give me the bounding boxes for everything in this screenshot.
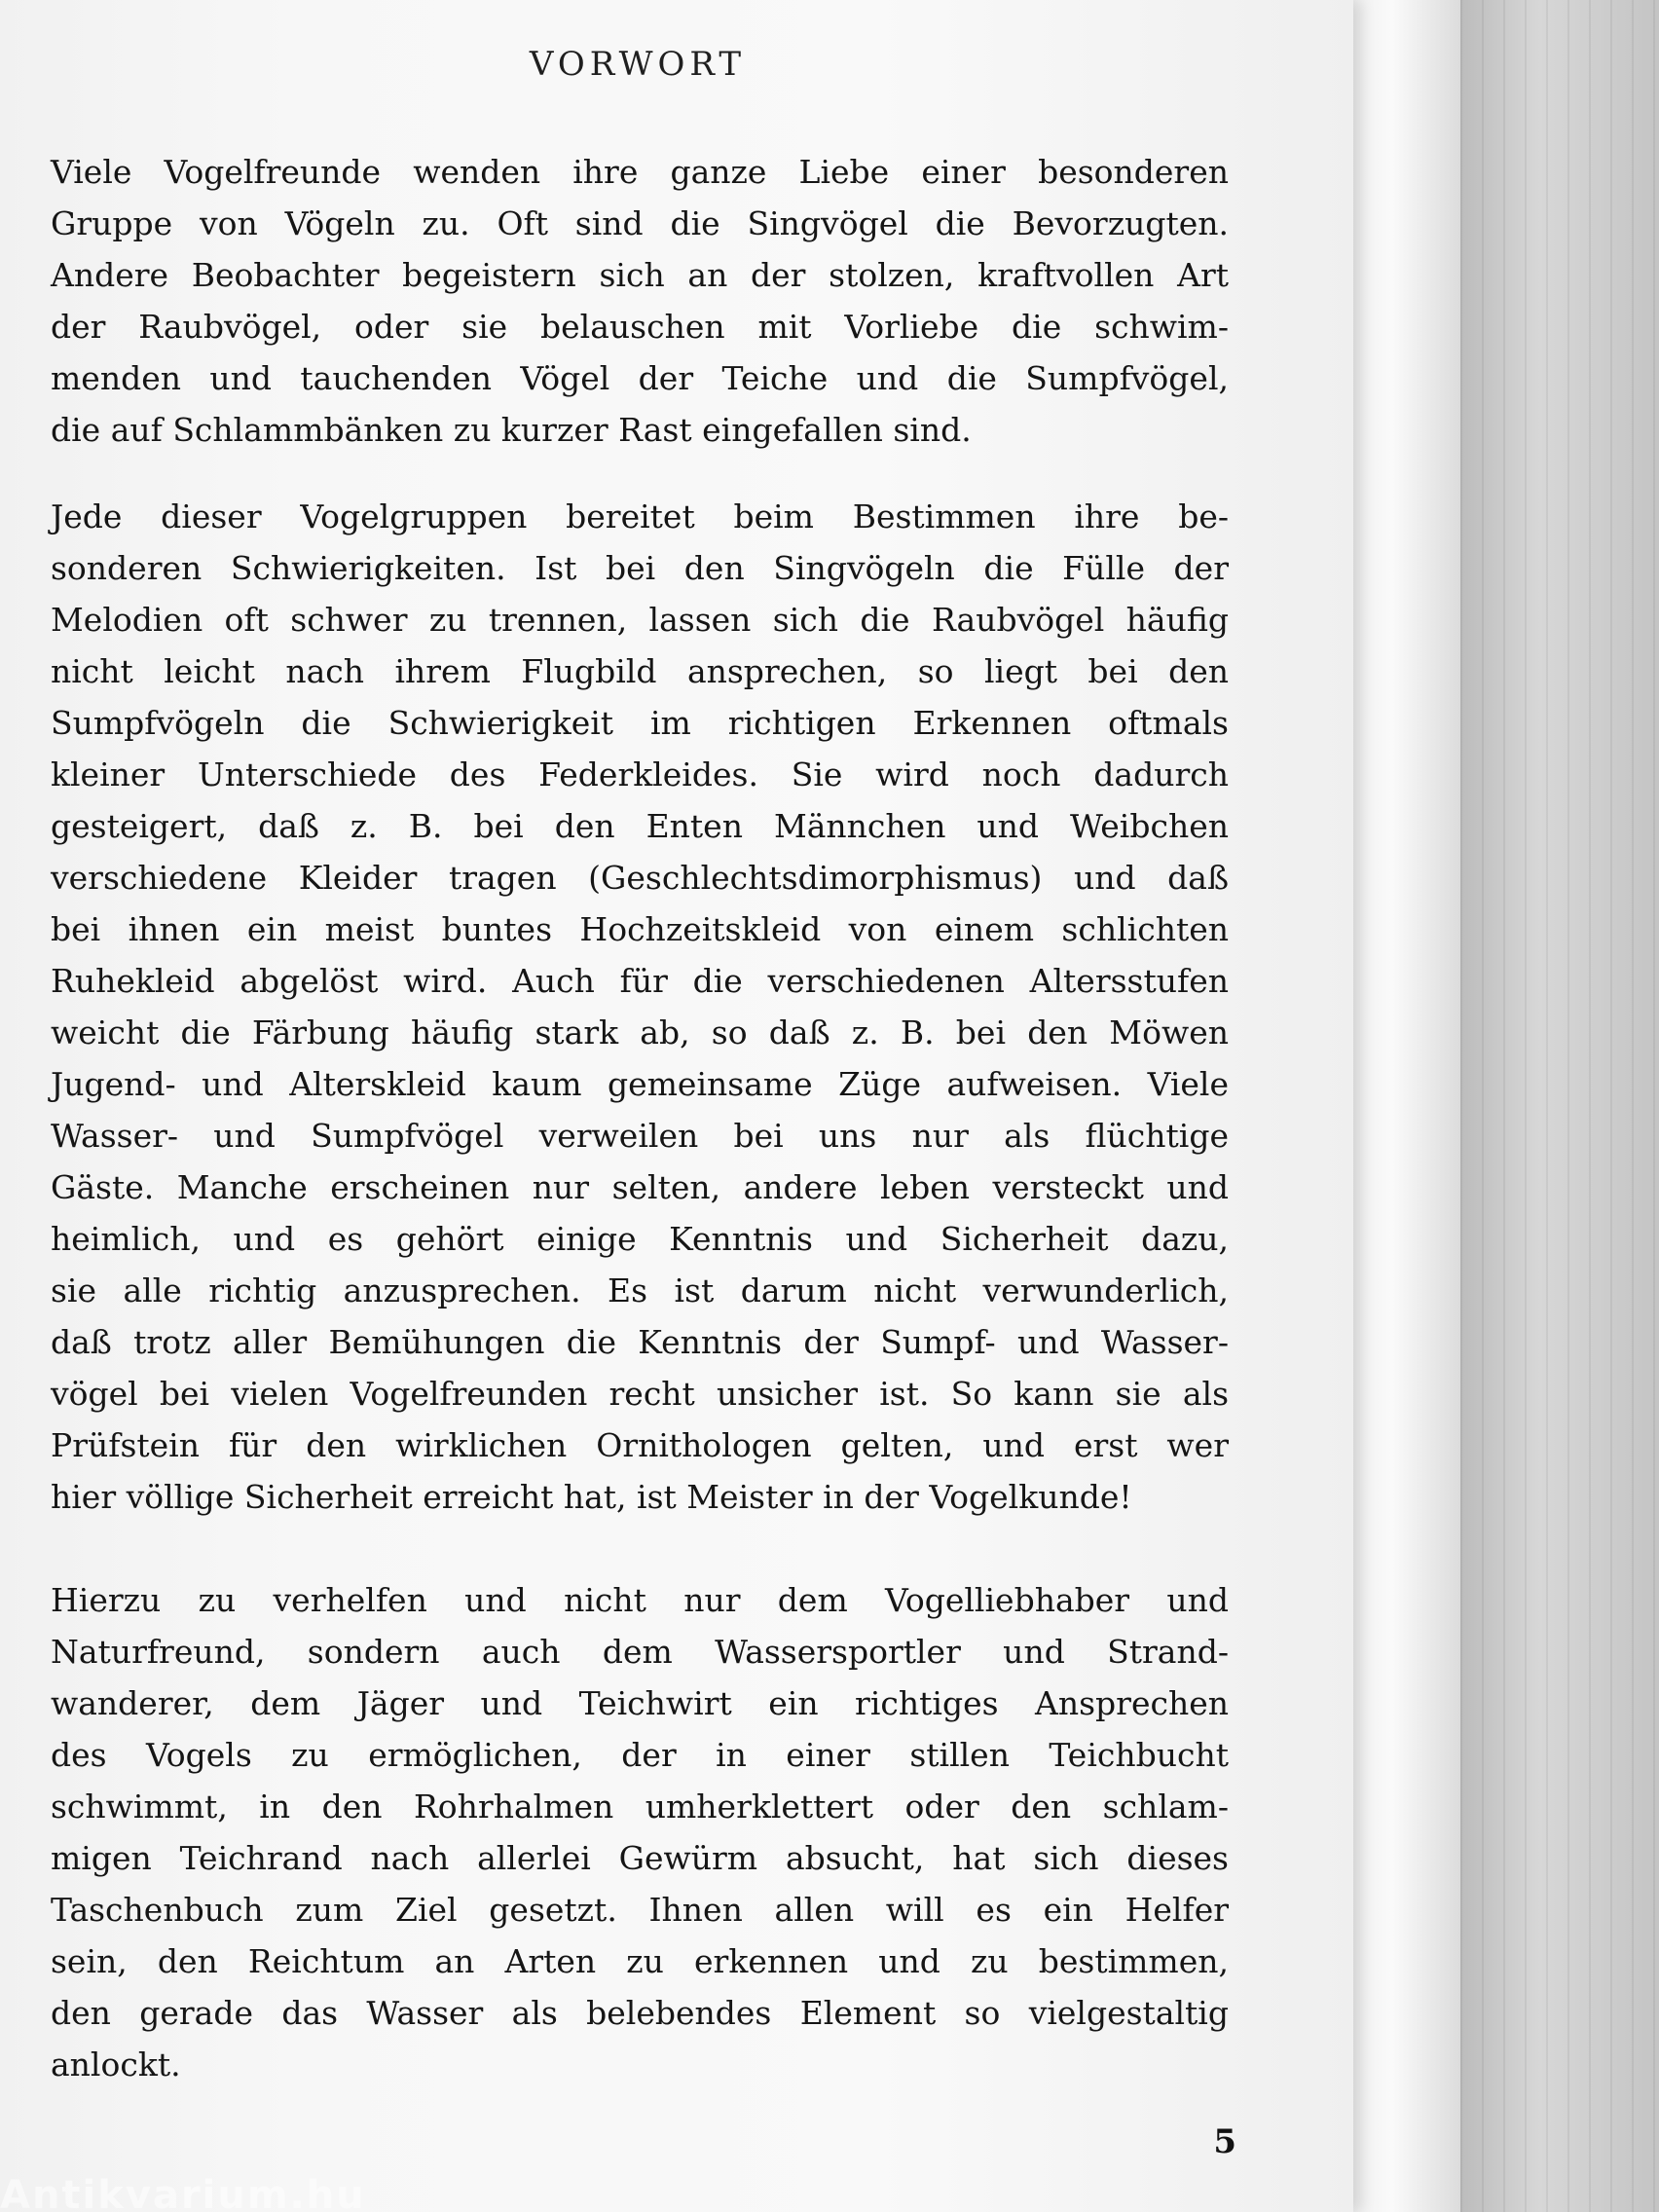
text-line: Prüfstein für den wirklichen Ornithologen gelten, und erst wer — [51, 1426, 1229, 1464]
text-line: die auf Schlammbänken zu kurzer Rast eingefallen sind. — [51, 411, 972, 449]
text-line: migen Teichrand nach allerlei Gewürm absucht, hat sich dieses — [51, 1839, 1229, 1877]
text-line: sein, den Reichtum an Arten zu erkennen und zu bestimmen, — [51, 1942, 1229, 1980]
text-line: vögel bei vielen Vogelfreunden recht unsicher ist. So kann sie als — [51, 1375, 1229, 1413]
text-line: sonderen Schwierigkeiten. Ist bei den Singvögeln die Fülle der — [51, 549, 1229, 587]
text-line: des Vogels zu ermöglichen, der in einer stillen Teichbucht — [51, 1736, 1229, 1774]
text-line: kleiner Unterschiede des Federkleides. Sie wird noch dadurch — [51, 756, 1229, 793]
text-line: Sumpfvögeln die Schwierigkeit im richtigen Erkennen oftmals — [51, 704, 1229, 742]
text-line: Melodien oft schwer zu trennen, lassen sich die Raubvögel häufig — [51, 601, 1229, 639]
text-line: Naturfreund, sondern auch dem Wassersportler und Strand- — [51, 1633, 1229, 1671]
text-line: wanderer, dem Jäger und Teichwirt ein richtiges Ansprechen — [51, 1684, 1229, 1722]
text-line: anlockt. — [51, 2046, 181, 2083]
paragraph-2 — [51, 491, 1229, 1523]
paragraph-1 — [51, 146, 1229, 456]
text-line: daß trotz aller Bemühungen die Kenntnis der Sumpf- und Wasser- — [51, 1323, 1229, 1361]
text-line: hier völlige Sicherheit erreicht hat, ist Meister in der Vogelkunde! — [51, 1478, 1132, 1516]
text-line: Hierzu zu verhelfen und nicht nur dem Vogelliebhaber und — [51, 1581, 1229, 1619]
text-line: der Raubvögel, oder sie belauschen mit Vorliebe die schwim- — [51, 308, 1229, 346]
watermark: Antikvarium.hu — [0, 2173, 366, 2212]
page-number: 5 — [1213, 2122, 1236, 2161]
page-title: VORWORT — [529, 45, 747, 84]
text-line: heimlich, und es gehört einige Kenntnis und Sicherheit dazu, — [51, 1220, 1229, 1258]
paragraph-3 — [51, 1574, 1229, 2090]
text-line: nicht leicht nach ihrem Flugbild ansprechen, so liegt bei den — [51, 652, 1229, 690]
text-line: bei ihnen ein meist buntes Hochzeitskleid von einem schlichten — [51, 910, 1229, 948]
book-edge — [1344, 0, 1460, 2212]
text-line: Andere Beobachter begeistern sich an der stolzen, kraftvollen Art — [51, 256, 1229, 294]
text-line: Taschenbuch zum Ziel gesetzt. Ihnen allen will es ein Helfer — [51, 1891, 1229, 1929]
text-line: menden und tauchenden Vögel der Teiche und die Sumpfvögel, — [51, 359, 1229, 397]
text-line: weicht die Färbung häufig stark ab, so daß z. B. bei den Möwen — [51, 1014, 1229, 1051]
text-line: Gäste. Manche erscheinen nur selten, andere leben versteckt und — [51, 1168, 1229, 1206]
text-line: gesteigert, daß z. B. bei den Enten Männchen und Weibchen — [51, 807, 1229, 845]
text-line: schwimmt, in den Rohrhalmen umherklettert oder den schlam- — [51, 1788, 1229, 1825]
text-line: Jugend- und Alterskleid kaum gemeinsame Züge aufweisen. Viele — [51, 1065, 1229, 1103]
text-line: verschiedene Kleider tragen (Geschlechtsdimorphismus) und daß — [51, 859, 1229, 897]
text-line: Jede dieser Vogelgruppen bereitet beim Bestimmen ihre be- — [51, 498, 1229, 535]
text-line: Viele Vogelfreunde wenden ihre ganze Liebe einer besonderen — [51, 153, 1229, 191]
text-line: Ruhekleid abgelöst wird. Auch für die verschiedenen Altersstufen — [51, 962, 1229, 1000]
text-line: den gerade das Wasser als belebendes Element so vielgestaltig — [51, 1994, 1229, 2032]
text-line: sie alle richtig anzusprechen. Es ist darum nicht verwunderlich, — [51, 1272, 1229, 1309]
text-line: Wasser- und Sumpfvögel verweilen bei uns nur als flüchtige — [51, 1117, 1229, 1155]
text-line: Gruppe von Vögeln zu. Oft sind die Singvögel die Bevorzugten. — [51, 204, 1229, 242]
background-surface — [1460, 0, 1659, 2212]
